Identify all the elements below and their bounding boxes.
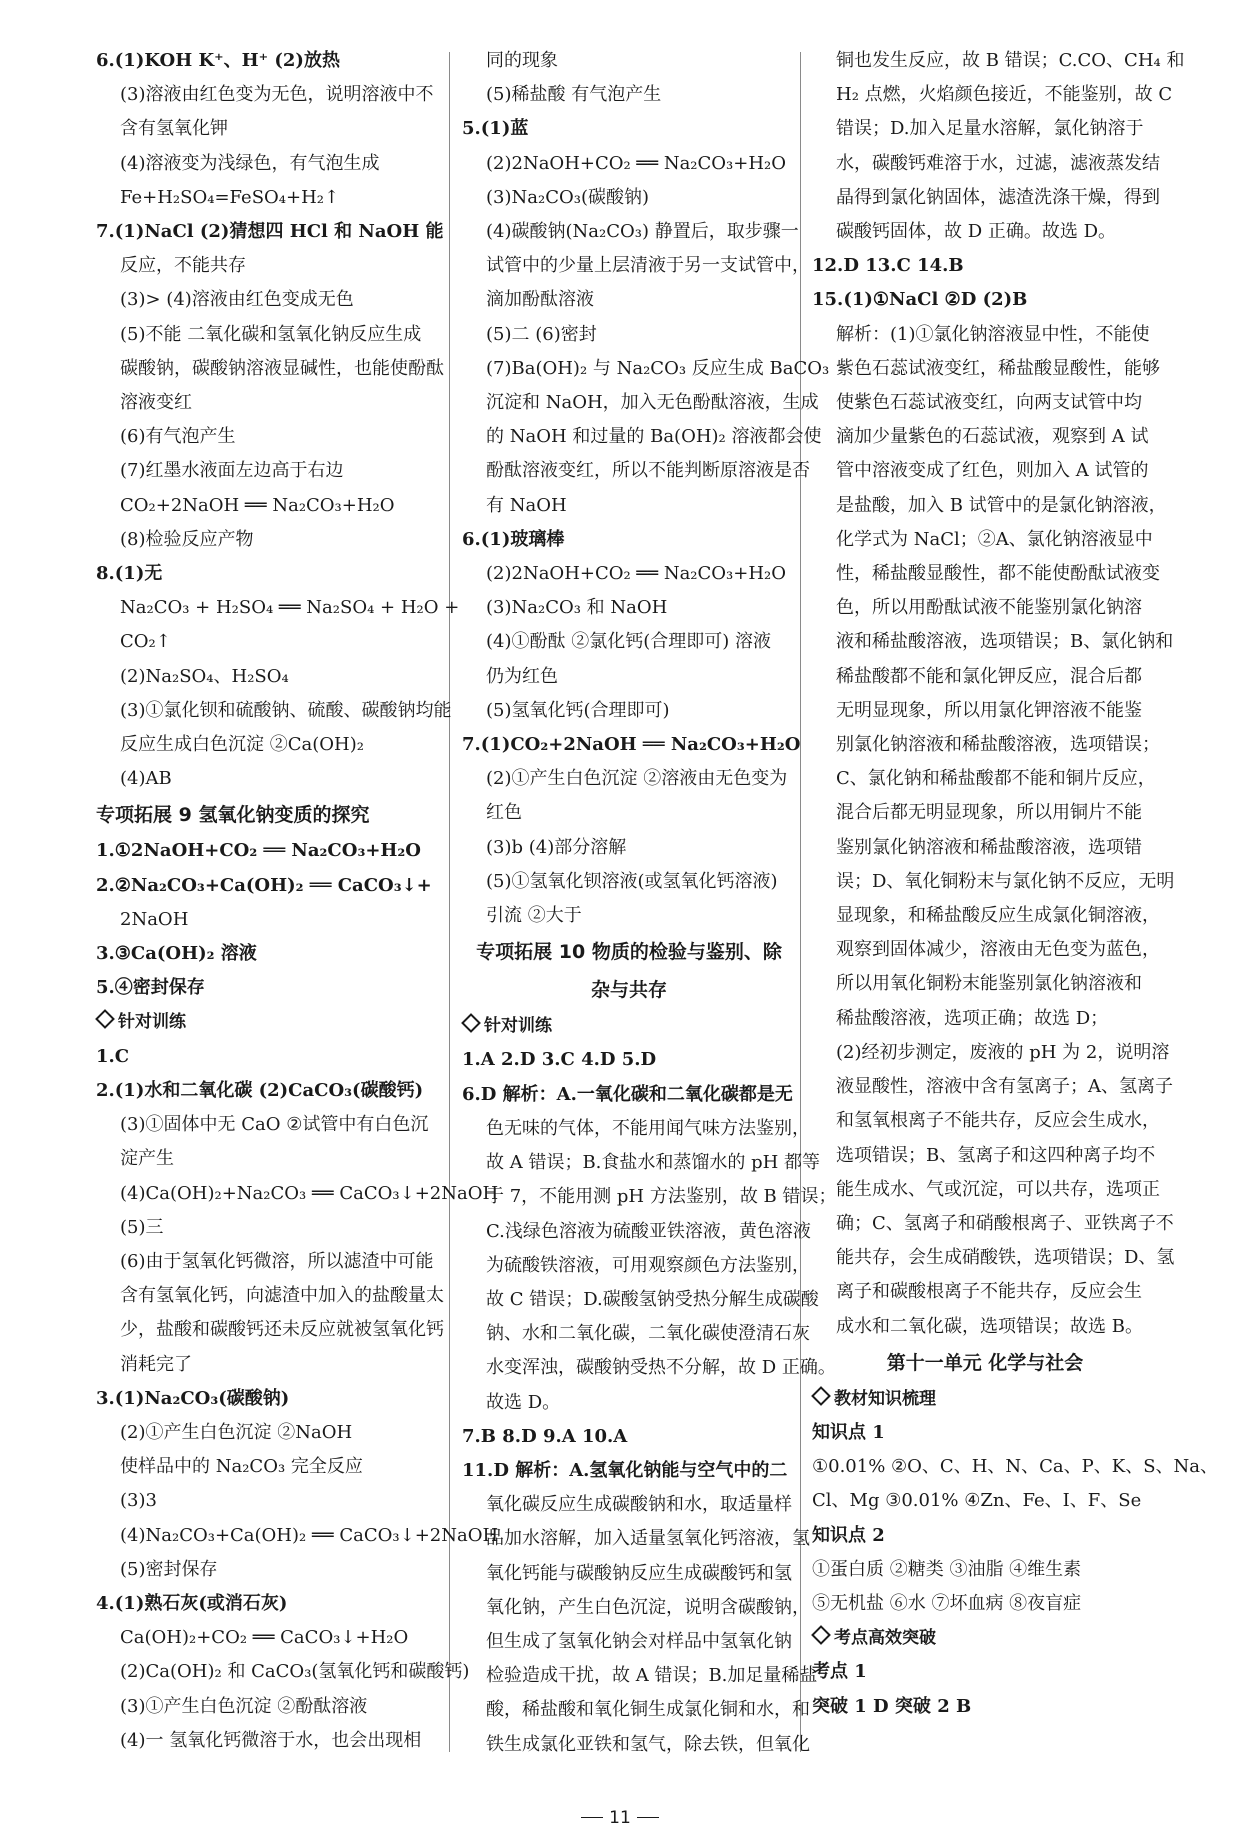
answer-line: 氧化碳反应生成碳酸钠和水，取适量样: [486, 1494, 792, 1516]
answer-line: (7)红墨水液面左边高于右边: [120, 460, 344, 482]
answer-line: CO₂↑: [120, 631, 171, 653]
knowledge-point-label: 知识点 1: [812, 1421, 885, 1443]
answer-line: C.浅绿色溶液为硫酸亚铁溶液，黄色溶液: [486, 1220, 811, 1242]
question-answer-line: 8.(1)无: [96, 563, 163, 585]
answer-line: 的 NaOH 和过量的 Ba(OH)₂ 溶液都会使: [486, 426, 822, 448]
answer-line: ①0.01% ②O、C、H、N、Ca、P、K、S、Na、: [812, 1456, 1219, 1478]
answer-line: (4)①酚酞 ②氯化钙(合理即可) 溶液: [486, 631, 771, 653]
answer-line: Fe+H₂SO₄=FeSO₄+H₂↑: [120, 186, 340, 208]
answer-line: 水，碳酸钙难溶于水，过滤，滤液蒸发结: [836, 152, 1160, 174]
answer-line: (4)一 氢氧化钙微溶于水，也会出现相: [120, 1729, 422, 1751]
knowledge-point-label: 突破 1 D 突破 2 B: [812, 1695, 972, 1717]
question-answer-line: 11.D 解析：A.氢氧化钠能与空气中的二: [462, 1459, 788, 1481]
answer-line: (2)①产生白色沉淀 ②NaOH: [120, 1421, 353, 1443]
question-answer-line: 7.(1)NaCl (2)猜想四 HCl 和 NaOH 能: [96, 221, 444, 243]
answer-line: 同的现象: [486, 50, 558, 71]
question-answer-line: 3.③Ca(OH)₂ 溶液: [96, 943, 257, 965]
diamond-icon: [811, 1625, 831, 1645]
answer-line: (3)Na₂CO₃ 和 NaOH: [486, 597, 668, 619]
answer-line: Cl、Mg ③0.01% ④Zn、Fe、I、F、Se: [812, 1490, 1142, 1512]
answer-line: 铜也发生反应，故 B 错误；C.CO、CH₄ 和: [836, 50, 1185, 71]
subsection-heading: [812, 1621, 1158, 1655]
answer-line: (5)氢氧化钙(合理即可): [486, 699, 670, 721]
answer-line: 能共存，会生成硝酸铁，选项错误；D、氢: [836, 1247, 1175, 1269]
answer-line: 使紫色石蕊试液变红，向两支试管中均: [836, 392, 1142, 414]
answer-line: 滴加酚酞溶液: [486, 289, 594, 311]
answer-line: 别氯化钠溶液和稀盐酸溶液，选项错误；: [836, 734, 1160, 756]
answer-line: (5)密封保存: [120, 1558, 218, 1580]
answer-line: Na₂CO₃ + H₂SO₄ ══ Na₂SO₄ + H₂O +: [120, 597, 460, 619]
answer-line: (5)二 (6)密封: [486, 323, 597, 345]
answer-line: ①蛋白质 ②糖类 ③油脂 ④维生素: [812, 1558, 1082, 1580]
answer-line: (4)Ca(OH)₂+Na₂CO₃ ══ CaCO₃↓+2NaOH: [120, 1182, 499, 1204]
question-answer-line: 2.(1)水和二氧化碳 (2)CaCO₃(碳酸钙): [96, 1079, 424, 1101]
answer-line: (3)①产生白色沉淀 ②酚酞溶液: [120, 1695, 368, 1717]
answer-line: (5)不能 二氧化碳和氢氧化钠反应生成: [120, 323, 422, 345]
answer-line: 所以用氧化铜粉末能鉴别氯化钠溶液和: [836, 973, 1142, 995]
answer-line: 碳酸钙固体，故 D 正确。故选 D。: [836, 221, 1117, 243]
answer-line: 红色: [486, 802, 522, 824]
section-heading: 专项拓展 10 物质的检验与鉴别、除: [476, 941, 782, 964]
answer-line: (5)稀盐酸 有气泡产生: [486, 84, 662, 106]
answer-line: 液和稀盐酸溶液，选项错误；B、氯化钠和: [836, 631, 1174, 653]
answer-line: (2)①产生白色沉淀 ②溶液由无色变为: [486, 768, 788, 790]
answer-line: 混合后都无明显现象，所以用铜片不能: [836, 802, 1142, 824]
question-answer-line: 6.(1)KOH K⁺、H⁺ (2)放热: [96, 50, 340, 71]
question-answer-line: 5.(1)蓝: [462, 118, 529, 140]
section-heading: 专项拓展 9 氢氧化钠变质的探究: [96, 804, 370, 827]
section-heading: 第十一单元 化学与社会: [886, 1351, 1084, 1374]
answer-line: 性，稀盐酸显酸性，都不能使酚酞试液变: [836, 563, 1160, 585]
answer-line: 管中溶液变成了红色，则加入 A 试管的: [836, 460, 1149, 482]
question-answer-line: 2.②Na₂CO₃+Ca(OH)₂ ══ CaCO₃↓+: [96, 874, 432, 896]
answer-line: 引流 ②大于: [486, 905, 582, 927]
knowledge-point-label: 考点 1: [812, 1661, 867, 1683]
subsection-label: 针对训练: [484, 1016, 552, 1037]
answer-line: 但生成了氢氧化钠会对样品中氢氧化钠: [486, 1630, 792, 1652]
answer-line: 氧化钙能与碳酸钠反应生成碳酸钙和氢: [486, 1562, 792, 1584]
answer-line: (3)①固体中无 CaO ②试管中有白色沉: [120, 1114, 429, 1136]
answer-line: 品加水溶解，加入适量氢氧化钙溶液，氢: [486, 1528, 810, 1550]
answer-line: (3)①氯化钡和硫酸钠、硫酸、碳酸钠均能: [120, 699, 452, 721]
answer-line: 为硫酸铁溶液，可用观察颜色方法鉴别，: [486, 1254, 810, 1276]
answer-line: 解析：(1)①氯化钠溶液显中性，不能使: [836, 323, 1150, 345]
answer-line: 色，所以用酚酞试液不能鉴别氯化钠溶: [836, 597, 1142, 619]
answer-line: 是盐酸，加入 B 试管中的是氯化钠溶液，: [836, 494, 1167, 516]
question-answer-line: 5.④密封保存: [96, 977, 205, 999]
answer-line: 离子和碳酸根离子不能共存，反应会生: [836, 1281, 1142, 1303]
answer-line: 色无味的气体，不能用闻气味方法鉴别，: [486, 1117, 810, 1139]
question-answer-line: 6.(1)玻璃棒: [462, 528, 565, 550]
question-answer-line: 7.B 8.D 9.A 10.A: [462, 1425, 628, 1447]
question-answer-line: 1.C: [96, 1045, 130, 1067]
question-answer-line: 1.①2NaOH+CO₂ ══ Na₂CO₃+H₂O: [96, 840, 421, 862]
answer-line: 故 A 错误；B.食盐水和蒸馏水的 pH 都等: [486, 1152, 821, 1174]
answer-line: 液显酸性，溶液中含有氢离子；A、氢离子: [836, 1076, 1173, 1098]
question-answer-line: 6.D 解析：A.一氧化碳和二氧化碳都是无: [462, 1083, 793, 1105]
answer-line: (4)AB: [120, 768, 172, 790]
answer-line: 滴加少量紫色的石蕊试液，观察到 A 试: [836, 426, 1149, 448]
answer-line: 酚酞溶液变红，所以不能判断原溶液是否: [486, 460, 810, 482]
diamond-icon: [461, 1013, 481, 1033]
answer-line: 和氢氧根离子不能共存，反应会生成水，: [836, 1110, 1160, 1132]
answer-line: 故选 D。: [486, 1391, 561, 1413]
answer-line: 少，盐酸和碳酸钙还未反应就被氢氧化钙: [120, 1319, 444, 1341]
answer-line: (3)b (4)部分溶解: [486, 836, 627, 858]
answer-line: 2NaOH: [120, 908, 189, 930]
answer-line: 含有氢氧化钙，向滤渣中加入的盐酸量太: [120, 1285, 444, 1307]
answer-line: 检验造成干扰，故 A 错误；B.加足量稀盐: [486, 1665, 818, 1687]
subsection-heading: [812, 1382, 1158, 1416]
answer-line: (4)碳酸钠(Na₂CO₃) 静置后，取步骤一: [486, 221, 799, 243]
subsection-heading: [96, 1005, 446, 1039]
answer-line: 淀产生: [120, 1148, 174, 1170]
answer-line: 仍为红色: [486, 665, 558, 687]
answer-line: 试管中的少量上层清液于另一支试管中，: [486, 255, 810, 277]
diamond-icon: [811, 1386, 831, 1406]
answer-line: (4)Na₂CO₃+Ca(OH)₂ ══ CaCO₃↓+2NaOH: [120, 1524, 499, 1546]
answer-line: 含有氢氧化钾: [120, 118, 228, 140]
answer-line: 显现象，和稀盐酸反应生成氯化铜溶液，: [836, 905, 1160, 927]
answer-line: (5)三: [120, 1216, 164, 1238]
answer-line: C、氯化钠和稀盐酸都不能和铜片反应，: [836, 768, 1156, 790]
column-divider: [800, 52, 801, 1752]
section-heading: 杂与共存: [590, 979, 667, 1002]
answer-line: (6)有气泡产生: [120, 426, 236, 448]
answer-line: (3)3: [120, 1490, 157, 1512]
answer-line: 能生成水、气或沉淀，可以共存，选项正: [836, 1178, 1160, 1200]
answer-line: 使样品中的 Na₂CO₃ 完全反应: [120, 1456, 363, 1478]
question-answer-line: 1.A 2.D 3.C 4.D 5.D: [462, 1049, 657, 1071]
answer-line: 错误；D.加入足量水溶解，氯化钠溶于: [836, 118, 1144, 140]
answer-line: 确；C、氢离子和硝酸根离子、亚铁离子不: [836, 1212, 1174, 1234]
answer-line: 反应生成白色沉淀 ②Ca(OH)₂: [120, 734, 364, 756]
subsection-heading: [462, 1009, 796, 1043]
subsection-label: 考点高效突破: [834, 1628, 936, 1649]
answer-line: (6)由于氢氧化钙微溶，所以滤渣中可能: [120, 1250, 434, 1272]
answer-line: 溶液变红: [120, 392, 192, 414]
page-number: 11: [560, 1808, 680, 1828]
answer-line: (5)①氢氧化钡溶液(或氢氧化钙溶液): [486, 870, 778, 892]
subsection-label: 针对训练: [118, 1012, 186, 1033]
answer-line: 于 7，不能用测 pH 方法鉴别，故 B 错误；: [486, 1186, 837, 1208]
knowledge-point-label: 知识点 2: [812, 1524, 885, 1546]
answer-line: 稀盐酸都不能和氯化钾反应，混合后都: [836, 665, 1142, 687]
answer-line: 鉴别氯化钠溶液和稀盐酸溶液，选项错: [836, 836, 1142, 858]
answer-line: (4)溶液变为浅绿色，有气泡生成: [120, 152, 380, 174]
answer-column-right: [812, 44, 1219, 1814]
answer-line: (3)Na₂CO₃(碳酸钠): [486, 186, 649, 208]
answer-line: (3)> (4)溶液由红色变成无色: [120, 289, 354, 311]
question-answer-line: 3.(1)Na₂CO₃(碳酸钠): [96, 1387, 290, 1409]
answer-line: (7)Ba(OH)₂ 与 Na₂CO₃ 反应生成 BaCO₃: [486, 357, 830, 379]
question-answer-line: 7.(1)CO₂+2NaOH ══ Na₂CO₃+H₂O: [462, 734, 801, 756]
answer-line: H₂ 点燃，火焰颜色接近，不能鉴别，故 C: [836, 84, 1173, 106]
answer-line: ⑤无机盐 ⑥水 ⑦坏血病 ⑧夜盲症: [812, 1592, 1082, 1614]
answer-line: 紫色石蕊试液变红，稀盐酸显酸性，能够: [836, 357, 1160, 379]
answer-line: Ca(OH)₂+CO₂ ══ CaCO₃↓+H₂O: [120, 1627, 409, 1649]
answer-line: 水变浑浊，碳酸钠受热不分解，故 D 正确。: [486, 1357, 836, 1379]
question-answer-line: 12.D 13.C 14.B: [812, 255, 964, 277]
answer-line: (2)Ca(OH)₂ 和 CaCO₃(氢氧化钙和碳酸钙): [120, 1661, 470, 1683]
answer-line: (2)Na₂SO₄、H₂SO₄: [120, 665, 289, 687]
answer-line: 误；D、氧化铜粉末与氯化钠不反应，无明: [836, 870, 1175, 892]
answer-line: (2)经初步测定，废液的 pH 为 2，说明溶: [836, 1041, 1170, 1063]
answer-line: 反应，不能共存: [120, 255, 246, 277]
answer-line: 成水和二氧化碳，选项错误；故选 B。: [836, 1315, 1143, 1337]
answer-column-middle: [462, 44, 837, 1814]
answer-line: 消耗完了: [120, 1353, 192, 1375]
answer-line: 沉淀和 NaOH，加入无色酚酞溶液，生成: [486, 392, 819, 414]
subsection-label: 教材知识梳理: [834, 1388, 936, 1409]
answer-line: 晶得到氯化钠固体，滤渣洗涤干燥，得到: [836, 186, 1160, 208]
column-divider: [449, 52, 450, 1752]
diamond-icon: [95, 1010, 115, 1030]
answer-line: 铁生成氯化亚铁和氢气，除去铁，但氧化: [486, 1733, 810, 1755]
answer-line: 无明显现象，所以用氯化钾溶液不能鉴: [836, 699, 1142, 721]
answer-line: 化学式为 NaCl；②A、氯化钠溶液显中: [836, 528, 1153, 550]
answer-line: 酸，稀盐酸和氧化铜生成氯化铜和水，和: [486, 1699, 810, 1721]
answer-line: 稀盐酸溶液，选项正确；故选 D；: [836, 1007, 1109, 1029]
answer-line: 钠、水和二氧化碳，二氧化碳使澄清石灰: [486, 1323, 810, 1345]
answer-line: 有 NaOH: [486, 494, 567, 516]
answer-line: (3)溶液由红色变为无色，说明溶液中不: [120, 84, 434, 106]
answer-line: 故 C 错误；D.碳酸氢钠受热分解生成碳酸: [486, 1288, 819, 1310]
question-answer-line: 4.(1)熟石灰(或消石灰): [96, 1592, 288, 1614]
answer-line: 氧化钠，产生白色沉淀，说明含碳酸钠，: [486, 1596, 810, 1618]
answer-line: 观察到固体减少，溶液由无色变为蓝色，: [836, 939, 1160, 961]
answer-line: CO₂+2NaOH ══ Na₂CO₃+H₂O: [120, 494, 395, 516]
answer-line: (2)2NaOH+CO₂ ══ Na₂CO₃+H₂O: [486, 152, 787, 174]
answer-line: (2)2NaOH+CO₂ ══ Na₂CO₃+H₂O: [486, 563, 787, 585]
question-answer-line: 15.(1)①NaCl ②D (2)B: [812, 289, 1028, 311]
answer-line: (8)检验反应产物: [120, 528, 254, 550]
answer-line: 碳酸钠，碳酸钠溶液显碱性，也能使酚酞: [120, 357, 444, 379]
answer-line: 选项错误；B、氢离子和这四种离子均不: [836, 1144, 1156, 1166]
